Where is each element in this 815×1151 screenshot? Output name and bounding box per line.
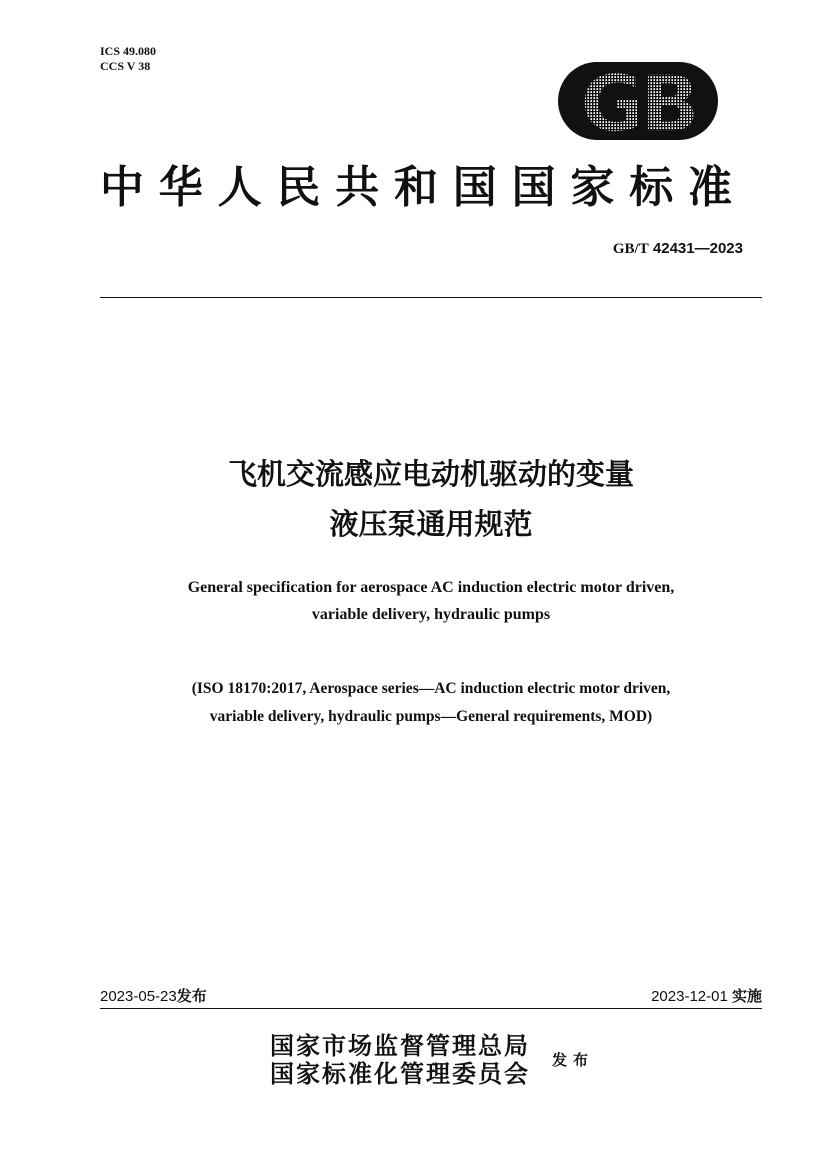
- bottom-divider: [100, 1008, 762, 1009]
- ics-code: ICS 49.080: [100, 44, 157, 58]
- publish-date-value: 2023-05-23: [100, 988, 177, 1005]
- iso-reference-line1: (ISO 18170:2017, Aerospace series—AC induction electric motor driven,: [191, 680, 671, 697]
- publish-label: 发布: [176, 987, 207, 1005]
- publish-date: [100, 985, 207, 1006]
- implement-date: [651, 985, 762, 1006]
- national-standard-title: [100, 160, 762, 216]
- issuer-line1: 国家市场监督管理总局: [270, 1031, 530, 1060]
- implement-label: 实施: [731, 987, 762, 1005]
- svg-text:GB: GB: [580, 60, 696, 142]
- standard-number: [613, 240, 743, 258]
- implement-date-value: 2023-12-01: [651, 988, 728, 1005]
- classification-codes: [100, 44, 156, 74]
- chinese-title-line1: 飞机交流感应电动机驱动的变量: [227, 457, 634, 491]
- english-title-line1: General specification for aerospace AC induction electric motor driven,: [187, 579, 675, 596]
- ccs-code: CCS V 38: [100, 59, 151, 73]
- iso-reference-line2: variable delivery, hydraulic pumps—General requirements, MOD): [209, 708, 653, 725]
- standard-prefix: GB/T: [612, 241, 649, 257]
- issuer-line2: 国家标准化管理委员会: [270, 1059, 530, 1088]
- issuing-authorities: [270, 1032, 530, 1088]
- gb-logo: [556, 60, 720, 142]
- top-divider: [100, 297, 762, 298]
- english-title-line2: variable delivery, hydraulic pumps: [311, 606, 551, 623]
- national-standard-title-text: 中华人民共和国国家标准: [100, 162, 747, 213]
- chinese-title-line2: 液压泵通用规范: [329, 507, 533, 541]
- issue-label: 发布: [552, 1051, 595, 1069]
- standard-number-value: 42431—2023: [652, 240, 743, 257]
